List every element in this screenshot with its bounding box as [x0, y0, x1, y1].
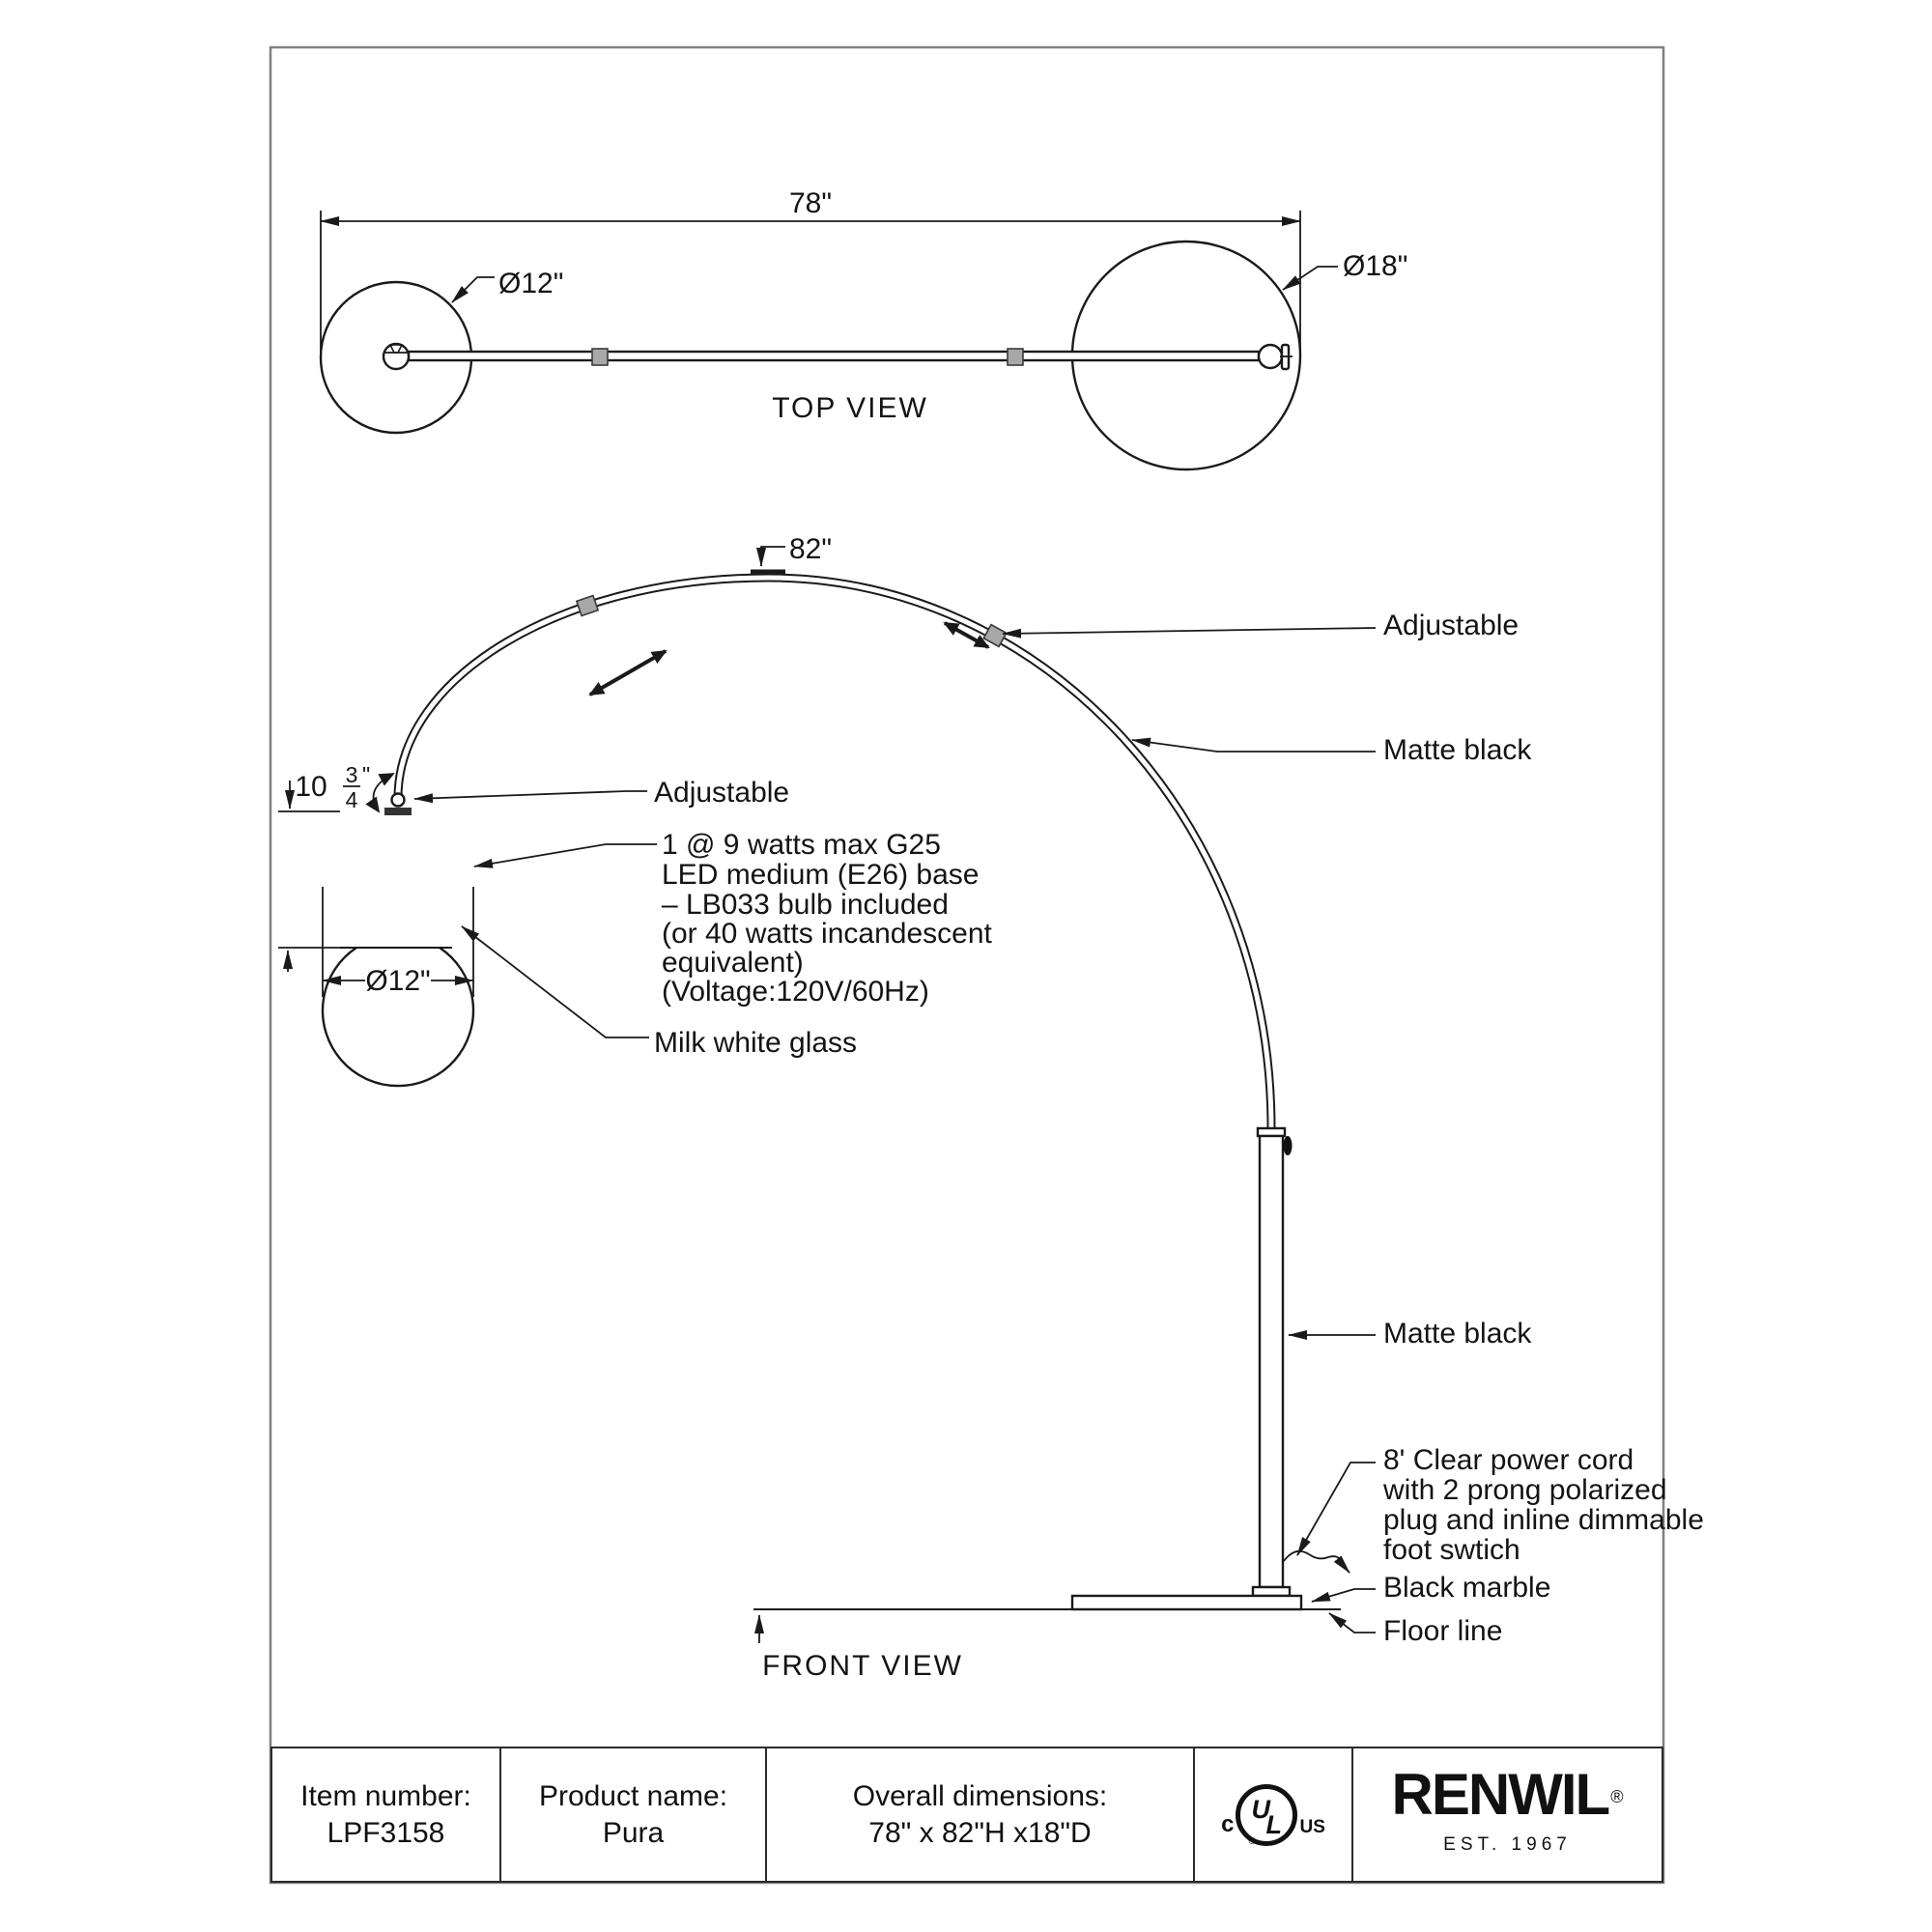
drawing-frame	[270, 47, 1663, 1883]
bulb-spec-text	[662, 829, 993, 1008]
leader-black-marble	[1312, 1589, 1376, 1602]
marble-base	[1072, 1596, 1301, 1609]
svg-text:– LB033 bulb included: – LB033 bulb included	[662, 889, 949, 921]
overall-dimensions-cell	[765, 1748, 1193, 1881]
dim-82-label: 82"	[789, 533, 833, 565]
dim-82-bracket	[761, 547, 785, 566]
pole-collar-bottom	[1253, 1587, 1290, 1596]
base-hub-top	[1259, 345, 1293, 369]
product-name-cell	[499, 1748, 765, 1881]
swivel-rotate-arrow	[374, 774, 393, 811]
rod-connector-left-top	[592, 349, 608, 365]
svg-text:Ø12": Ø12"	[365, 965, 431, 997]
leader-bulb-spec	[474, 844, 657, 867]
item-number-cell	[272, 1748, 499, 1881]
adjustable-head-label: Adjustable	[654, 777, 790, 809]
top-view	[321, 187, 1407, 469]
power-cord-text	[1382, 1444, 1704, 1566]
arm-rod-top	[409, 352, 1259, 360]
svg-text:3: 3	[345, 762, 358, 787]
svg-text:(Voltage:120V/60Hz): (Voltage:120V/60Hz)	[662, 976, 929, 1008]
pole-knob	[1284, 1136, 1293, 1155]
svg-text:foot swtich: foot swtich	[1383, 1534, 1520, 1566]
leader-milk-glass	[462, 926, 649, 1037]
matte-black-pole-label: Matte black	[1383, 1318, 1532, 1350]
leader-small-shade	[452, 277, 495, 302]
overall-dimensions-label: Overall dimensions:	[852, 1779, 1108, 1812]
large-shade-dia-label: Ø18"	[1343, 250, 1408, 282]
front-view	[278, 533, 1704, 1682]
brand-name-text: RENWIL	[1391, 1761, 1609, 1827]
leader-power-cord	[1297, 1463, 1376, 1555]
brand-est-text: EST. 1967	[1443, 1833, 1572, 1855]
dim-78-label: 78"	[788, 187, 833, 219]
rod-connector-right-top	[1008, 349, 1023, 365]
title-block	[270, 1747, 1663, 1883]
swivel-ball	[392, 794, 405, 807]
milk-glass-label: Milk white glass	[654, 1027, 858, 1059]
ul-certification-cell	[1193, 1748, 1351, 1881]
item-number-label: Item number:	[300, 1779, 471, 1812]
leader-matte-black-arc	[1132, 740, 1376, 752]
brand-cell	[1351, 1748, 1662, 1881]
pole-and-base	[753, 1128, 1350, 1609]
pole-lower	[1260, 1136, 1283, 1587]
product-name-value: Pura	[602, 1816, 665, 1849]
adjust-arrow-left	[590, 651, 666, 695]
renwil-logo	[1391, 1761, 1624, 1863]
product-name-label: Product name:	[538, 1779, 728, 1812]
ul-listed-icon: c U L ® US	[1221, 1784, 1325, 1846]
svg-text:(or 40 watts incandescent: (or 40 watts incandescent	[662, 918, 992, 950]
svg-text:1 @ 9 watts max G25: 1 @ 9 watts max G25	[662, 829, 941, 861]
overall-dimensions-value: 78" x 82"H x18"D	[868, 1816, 1092, 1849]
svg-text:8' Clear power cord: 8' Clear power cord	[1383, 1444, 1634, 1476]
svg-text:LED medium (E26) base: LED medium (E26) base	[662, 859, 980, 891]
floor-line-label: Floor line	[1383, 1615, 1503, 1647]
leader-adjustable-head	[414, 791, 647, 799]
svg-text:4: 4	[345, 787, 358, 812]
svg-text:plug and inline dimmable: plug and inline dimmable	[1383, 1504, 1704, 1536]
leader-adjustable-arc	[1003, 628, 1376, 634]
svg-text:": "	[362, 762, 371, 787]
dim-head-height	[278, 762, 370, 972]
front-view-caption: FRONT VIEW	[762, 1650, 963, 1682]
black-marble-label: Black marble	[1383, 1572, 1551, 1604]
top-view-caption: TOP VIEW	[772, 392, 928, 424]
svg-text:equivalent): equivalent)	[662, 947, 804, 979]
svg-text:10: 10	[295, 771, 327, 803]
leader-floor-line	[1329, 1613, 1376, 1633]
item-number-value: LPF3158	[327, 1816, 445, 1849]
power-cord	[1284, 1551, 1350, 1573]
small-shade-dia-label: Ø12"	[498, 268, 564, 299]
brand-reg-mark: ®	[1610, 1786, 1624, 1806]
matte-black-arc-label: Matte black	[1383, 734, 1532, 766]
shade-cap	[384, 808, 412, 815]
svg-text:with 2 prong polarized: with 2 prong polarized	[1383, 1474, 1667, 1506]
leader-large-shade	[1283, 267, 1338, 290]
head-hub-top	[384, 344, 409, 369]
arc-connector-left	[577, 596, 598, 616]
dim-shade-width	[323, 887, 473, 997]
adjustable-arc-label: Adjustable	[1383, 610, 1520, 641]
